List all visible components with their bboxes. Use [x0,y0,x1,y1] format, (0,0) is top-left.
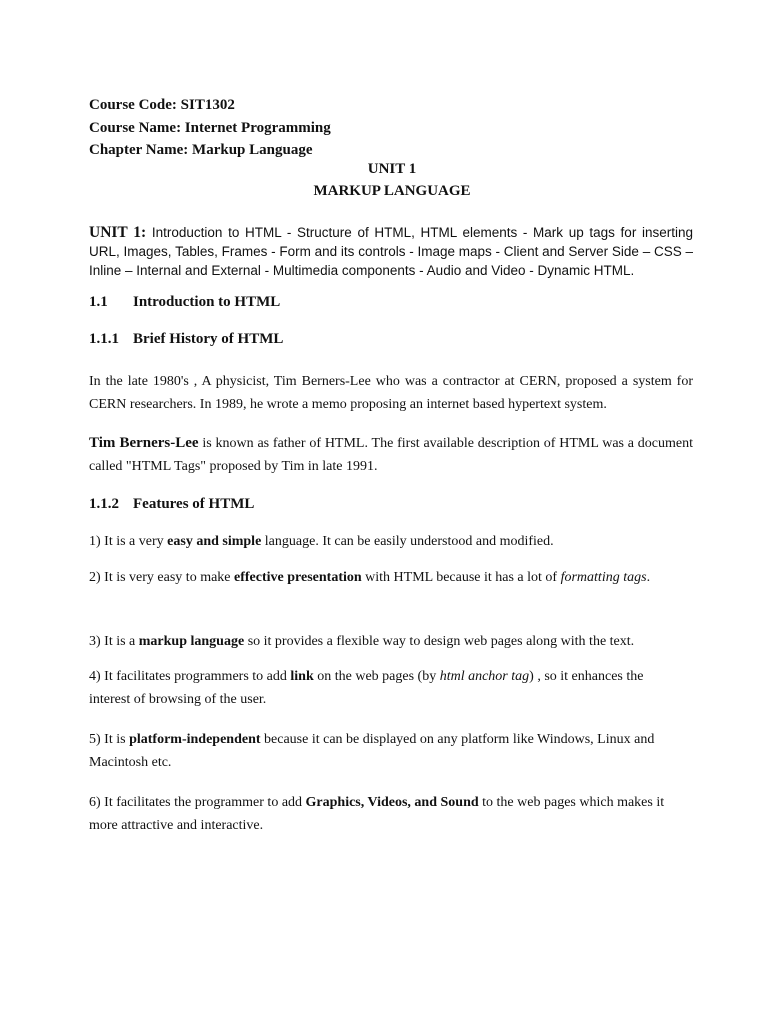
feature-emphasis: effective presentation [234,570,362,585]
history-paragraph-2-text: is known as father of HTML. The first available description of HTML was a document called "HTML Tags" proposed by Tim in late 1991. [89,436,694,474]
feature-item-2 [89,566,679,589]
feature-text: language. It can be easily understood and modified. [261,534,554,549]
feature-text: to the web pages which makes it more attractive and interactive. [89,795,665,833]
chapter-name: Chapter Name: Markup Language [89,142,313,158]
feature-text: because it can be displayed on any platform like Windows, Linux and Macintosh etc. [89,732,655,770]
feature-item-3 [89,630,693,653]
feature-emphasis: platform-independent [129,732,261,747]
feature-item-5 [89,728,689,774]
feature-text: . [646,570,651,585]
feature-text: 6) It facilitates the programmer to add [89,795,306,810]
feature-text: 3) It is a [89,634,139,649]
section-number: 1.1.1 [89,331,119,347]
feature-item-6 [89,791,679,837]
unit-description [89,223,693,280]
unit-title: MARKUP LANGUAGE [313,183,471,199]
feature-text: ) , so it enhances the interest of browsing of the user. [89,669,644,707]
feature-emphasis: Graphics, Videos, and Sound [305,795,479,810]
feature-text: 5) It is [89,732,130,747]
feature-italic: html anchor tag [439,669,530,684]
course-code: Course Code: SIT1302 [89,97,235,113]
history-paragraph-2 [89,432,693,478]
feature-text: 4) It facilitates programmers to add [89,669,291,684]
feature-emphasis: easy and simple [167,534,262,549]
history-paragraph-1: In the late 1980's , A physicist, Tim Berners-Lee who was a contractor at CERN, proposed a system for CERN researchers. In 1989, he wrote a memo proposing an internet based hypertext system. [89,374,693,412]
course-name: Course Name: Internet Programming [89,120,331,136]
feature-item-1 [89,530,693,553]
feature-text: so it provides a flexible way to design web pages along with the text. [244,634,635,649]
feature-emphasis: link [290,669,314,684]
section-title: Introduction to HTML [133,294,281,310]
feature-text: 2) It is very easy to make [89,570,235,585]
feature-item-4 [89,665,679,711]
section-number: 1.1 [89,294,108,310]
unit-label: UNIT 1: [89,224,147,241]
feature-italic: formatting tags [560,570,647,585]
section-title: Brief History of HTML [133,331,284,347]
unit-number: UNIT 1 [367,161,417,177]
feature-text: with HTML because it has a lot of [361,570,561,585]
feature-text: 1) It is a very [89,534,168,549]
tim-berners-lee: Tim Berners-Lee [89,435,199,451]
feature-text: on the web pages (by [313,669,440,684]
section-heading-1-1-2 [89,496,254,513]
section-number: 1.1.2 [89,496,119,512]
feature-emphasis: markup language [138,634,245,649]
section-heading-1-1 [89,294,280,311]
unit-description-text: Introduction to HTML - Structure of HTML, HTML elements - Mark up tags for inserting URL, Images, Tables, Frames - Form and its controls - Image maps - Client and Server Side – CSS – Inline – Internal and External - Multimedia components - Audio and Video - Dynamic HTML. [89,225,693,278]
section-title: Features of HTML [133,496,255,512]
section-heading-1-1-1 [89,331,283,348]
